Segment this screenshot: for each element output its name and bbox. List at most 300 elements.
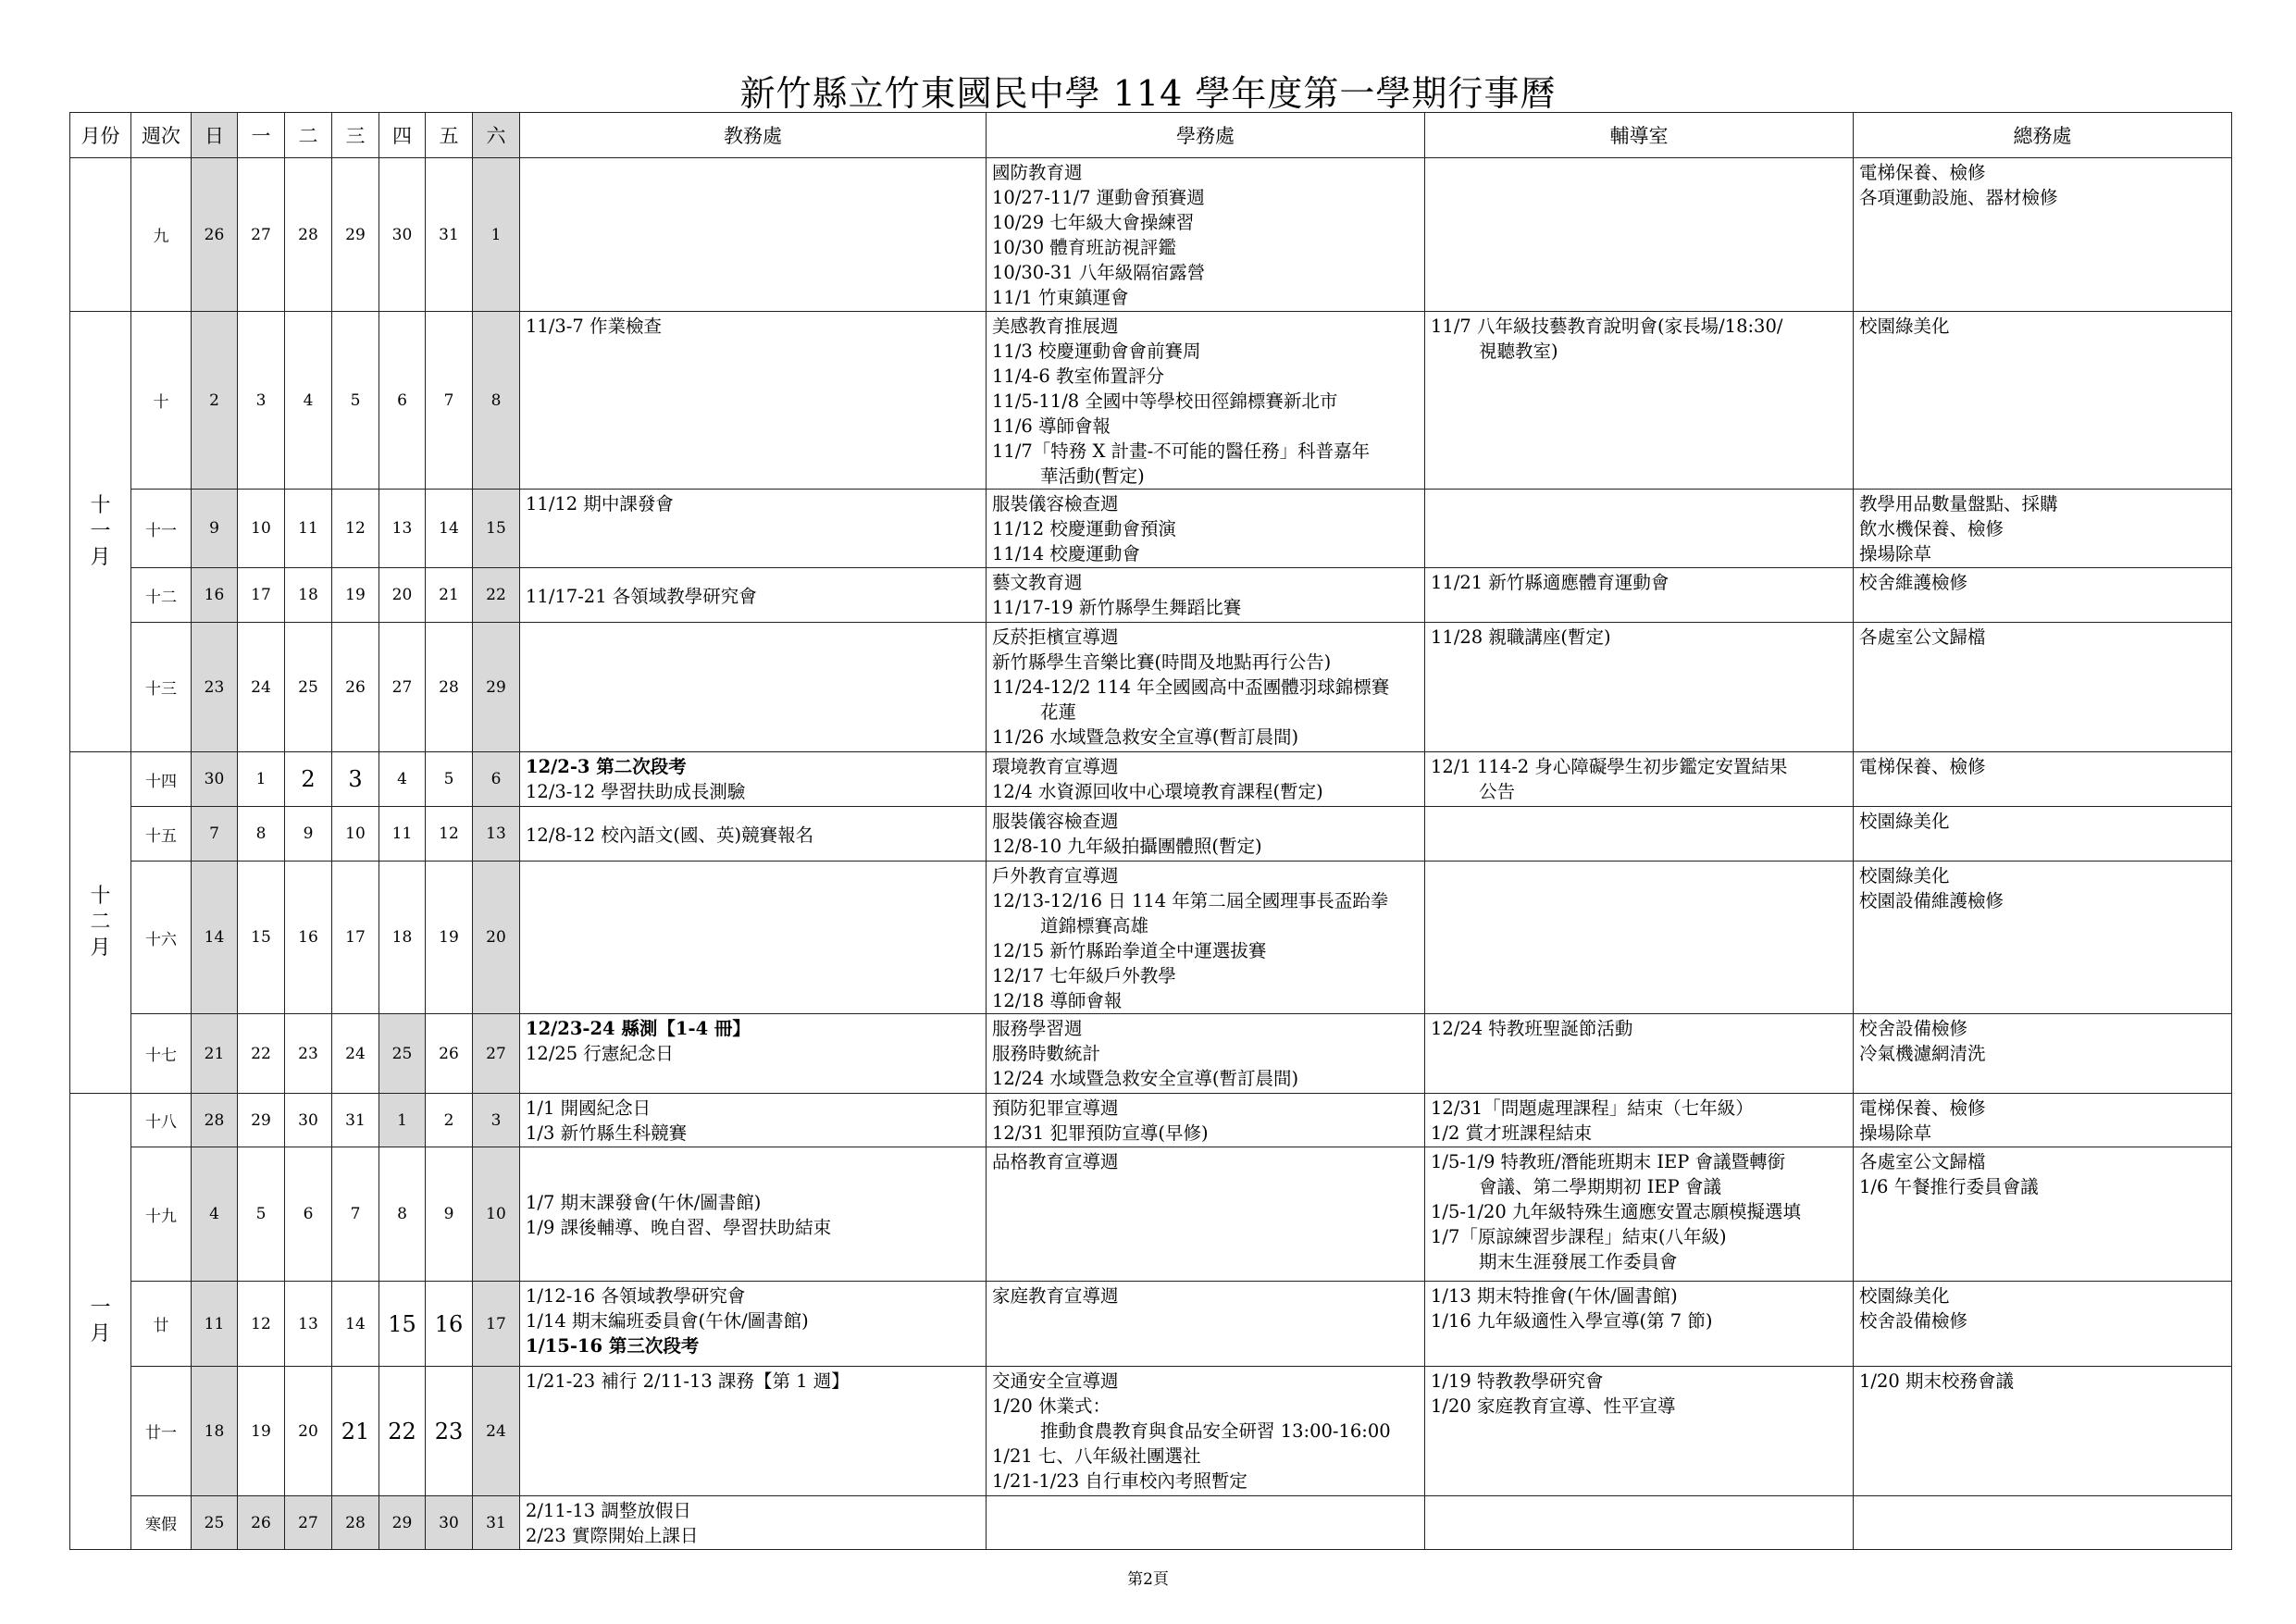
day-cell-sun: 11 [192, 1282, 238, 1367]
week-number: 十二 [131, 568, 192, 623]
week-row [70, 490, 2232, 568]
event-line: 12/4 水資源回收中心環境教育課程(暫定) [992, 781, 1323, 802]
day-cell-mon: 5 [238, 1147, 285, 1282]
day-cell-tue: 6 [285, 1147, 332, 1282]
student-affairs-events [987, 158, 1425, 312]
counseling-events [1425, 862, 1854, 1014]
day-cell-tue: 20 [285, 1367, 332, 1496]
event-line: 12/1 114-2 身心障礙學生初步鑑定安置結果 [1431, 756, 1788, 777]
student-affairs-events [987, 312, 1425, 490]
header-general-affairs: 總務處 [1854, 113, 2232, 158]
day-cell-wed: 12 [332, 490, 379, 568]
day-cell-tue: 18 [285, 568, 332, 623]
day-cell-wed: 29 [332, 158, 379, 312]
day-cell-mon: 27 [238, 158, 285, 312]
day-cell-sat: 17 [473, 1282, 520, 1367]
counseling-events [1425, 1094, 1854, 1147]
general-affairs-events [1854, 1147, 2232, 1282]
event-line: 1/14 期末編班委員會(午休/圖書館) [526, 1310, 809, 1332]
event-line: 1/21-1/23 自行車校內考照暫定 [992, 1470, 1247, 1492]
event-line: 品格教育宣導週 [992, 1151, 1119, 1172]
day-cell-fri: 14 [426, 490, 473, 568]
day-cell-tue: 4 [285, 312, 332, 490]
day-cell-sat: 24 [473, 1367, 520, 1496]
week-number: 十四 [131, 752, 192, 807]
week-row [70, 862, 2232, 1014]
day-cell-sun: 14 [192, 862, 238, 1014]
day-cell-thu: 25 [379, 1014, 426, 1094]
header-academic-office: 教務處 [520, 113, 987, 158]
event-line: 戶外教育宣導週 [992, 865, 1119, 886]
week-number: 十一 [131, 490, 192, 568]
week-row [70, 312, 2232, 490]
header-counseling-office: 輔導室 [1425, 113, 1854, 158]
event-line: 校舍設備檢修 [1859, 1018, 1968, 1039]
event-line: 1/13 期末特推會(午休/圖書館) [1431, 1285, 1678, 1307]
day-cell-sun: 7 [192, 807, 238, 862]
header-day-sat: 六 [473, 113, 520, 158]
student-affairs-events [987, 862, 1425, 1014]
day-cell-mon: 12 [238, 1282, 285, 1367]
general-affairs-events [1854, 312, 2232, 490]
event-line: 12/31 犯罪預防宣導(早修) [992, 1122, 1209, 1144]
day-cell-thu: 8 [379, 1147, 426, 1282]
day-cell-sun: 2 [192, 312, 238, 490]
event-line: 11/6 導師會報 [992, 415, 1111, 437]
general-affairs-events [1854, 1496, 2232, 1550]
event-line: 12/3-12 學習扶助成長測驗 [526, 781, 746, 802]
header-day-mon: 一 [238, 113, 285, 158]
day-cell-wed: 17 [332, 862, 379, 1014]
header-student-affairs: 學務處 [987, 113, 1425, 158]
day-cell-tue: 30 [285, 1094, 332, 1147]
event-line: 12/18 導師會報 [992, 990, 1123, 1011]
counseling-events [1425, 1014, 1854, 1094]
day-cell-sun: 28 [192, 1094, 238, 1147]
day-cell-tue: 23 [285, 1014, 332, 1094]
academic-events [520, 623, 987, 752]
event-line: 12/31「問題處理課程」結束（七年級） [1431, 1097, 1754, 1119]
event-line: 11/7 八年級技藝教育說明會(家長場/18:30/ [1431, 316, 1783, 337]
week-number: 廿一 [131, 1367, 192, 1496]
day-cell-tue: 16 [285, 862, 332, 1014]
week-row [70, 1147, 2232, 1282]
event-line: 飲水機保養、檢修 [1859, 518, 2004, 539]
day-cell-mon: 22 [238, 1014, 285, 1094]
event-line: 1/21 七、八年級社團選社 [992, 1445, 1201, 1467]
event-line: 藝文教育週 [992, 572, 1083, 593]
event-line: 1/1 開國紀念日 [526, 1097, 652, 1119]
event-line: 10/29 七年級大會操練習 [992, 212, 1195, 233]
academic-events [520, 1282, 987, 1367]
day-cell-sat: 20 [473, 862, 520, 1014]
month-cell [70, 312, 131, 752]
event-line: 12/2-3 第二次段考 [526, 756, 687, 777]
day-cell-mon: 24 [238, 623, 285, 752]
event-line: 視聽教室) [1479, 341, 1558, 362]
event-line: 11/12 期中課發會 [526, 493, 674, 514]
event-line: 1/6 午餐推行委員會議 [1859, 1176, 2039, 1197]
day-cell-sun: 16 [192, 568, 238, 623]
event-line: 11/12 校慶運動會預演 [992, 518, 1176, 539]
day-cell-thu: 27 [379, 623, 426, 752]
event-line: 1/20 期末校務會議 [1859, 1370, 2014, 1392]
event-line: 10/27-11/7 運動會預賽週 [992, 187, 1205, 208]
month-label: 一月 [90, 1296, 111, 1345]
student-affairs-events [987, 1496, 1425, 1550]
day-cell-fri: 5 [426, 752, 473, 807]
day-cell-fri: 26 [426, 1014, 473, 1094]
header-day-wed: 三 [332, 113, 379, 158]
event-line: 交通安全宣導週 [992, 1370, 1119, 1392]
day-cell-mon: 15 [238, 862, 285, 1014]
event-line: 1/12-16 各領域教學研究會 [526, 1285, 746, 1307]
academic-events [520, 490, 987, 568]
day-cell-fri: 23 [426, 1367, 473, 1496]
event-line: 2/23 實際開始上課日 [526, 1525, 699, 1546]
day-cell-sat: 3 [473, 1094, 520, 1147]
academic-events [520, 1147, 987, 1282]
day-cell-wed: 14 [332, 1282, 379, 1367]
event-line: 校園綠美化 [1859, 865, 1950, 886]
day-cell-thu: 22 [379, 1367, 426, 1496]
event-line: 1/3 新竹縣生科競賽 [526, 1122, 688, 1144]
day-cell-mon: 1 [238, 752, 285, 807]
event-line: 1/16 九年級適性入學宣導(第 7 節) [1431, 1310, 1713, 1332]
day-cell-fri: 7 [426, 312, 473, 490]
header-week: 週次 [131, 113, 192, 158]
day-cell-tue: 9 [285, 807, 332, 862]
header-day-sun: 日 [192, 113, 238, 158]
event-line: 國防教育週 [992, 162, 1083, 183]
academic-events [520, 1014, 987, 1094]
event-line: 公告 [1479, 781, 1516, 802]
event-line: 11/1 竹東鎮運會 [992, 287, 1129, 308]
event-line: 11/28 親職講座(暫定) [1431, 626, 1611, 648]
event-line: 11/24-12/2 114 年全國國高中盃團體羽球錦標賽 [992, 676, 1390, 698]
event-line: 11/17-19 新竹縣學生舞蹈比賽 [992, 597, 1242, 618]
week-number: 十五 [131, 807, 192, 862]
general-affairs-events [1854, 807, 2232, 862]
academic-events [520, 1094, 987, 1147]
event-line: 12/15 新竹縣跆拳道全中運選拔賽 [992, 940, 1267, 961]
week-number: 十七 [131, 1014, 192, 1094]
event-line: 服務時數統計 [992, 1043, 1101, 1064]
event-line: 教學用品數量盤點、採購 [1859, 493, 2058, 514]
day-cell-fri: 31 [426, 158, 473, 312]
week-row [70, 1094, 2232, 1147]
event-line: 12/25 行憲紀念日 [526, 1043, 674, 1064]
event-line: 1/21-23 補行 2/11-13 課務【第 1 週】 [526, 1370, 850, 1392]
counseling-events [1425, 1147, 1854, 1282]
student-affairs-events [987, 490, 1425, 568]
week-number: 十八 [131, 1094, 192, 1147]
event-line: 校園設備維護檢修 [1859, 890, 2004, 911]
page-number: 第2頁 [1127, 1570, 1169, 1589]
event-line: 1/2 賞才班課程結束 [1431, 1122, 1593, 1144]
academic-events [520, 158, 987, 312]
academic-events [520, 1496, 987, 1550]
general-affairs-events [1854, 1367, 2232, 1496]
event-line: 各處室公文歸檔 [1859, 1151, 1986, 1172]
day-cell-wed: 7 [332, 1147, 379, 1282]
week-row [70, 1496, 2232, 1550]
academic-events [520, 312, 987, 490]
general-affairs-events [1854, 490, 2232, 568]
day-cell-wed: 5 [332, 312, 379, 490]
day-cell-thu: 6 [379, 312, 426, 490]
academic-events [520, 752, 987, 807]
day-cell-wed: 19 [332, 568, 379, 623]
week-number: 十 [131, 312, 192, 490]
day-cell-wed: 28 [332, 1496, 379, 1550]
day-cell-thu: 30 [379, 158, 426, 312]
student-affairs-events [987, 807, 1425, 862]
event-line: 1/15-16 第三次段考 [526, 1335, 700, 1357]
event-line: 電梯保養、檢修 [1859, 756, 1986, 777]
event-line: 11/14 校慶運動會 [992, 543, 1140, 564]
day-cell-fri: 19 [426, 862, 473, 1014]
student-affairs-events [987, 1094, 1425, 1147]
event-line: 服裝儀容檢查週 [992, 811, 1119, 832]
week-number: 十九 [131, 1147, 192, 1282]
month-cell [70, 1094, 131, 1550]
event-line: 12/8-12 校內語文(國、英)競賽報名 [526, 824, 814, 846]
event-line: 11/7「特務 X 計畫-不可能的醫任務」科普嘉年 [992, 440, 1371, 462]
counseling-events [1425, 1367, 1854, 1496]
week-row [70, 1367, 2232, 1496]
month-label: 十一月 [90, 493, 111, 569]
event-line: 冷氣機濾網清洗 [1859, 1043, 1986, 1064]
day-cell-wed: 3 [332, 752, 379, 807]
general-affairs-events [1854, 1282, 2232, 1367]
general-affairs-events [1854, 752, 2232, 807]
event-line: 11/3 校慶運動會會前賽周 [992, 341, 1201, 362]
academic-events [520, 568, 987, 623]
event-line: 操場除草 [1859, 543, 1932, 564]
week-row [70, 807, 2232, 862]
day-cell-thu: 20 [379, 568, 426, 623]
student-affairs-events [987, 623, 1425, 752]
day-cell-sat: 13 [473, 807, 520, 862]
general-affairs-events [1854, 1094, 2232, 1147]
student-affairs-events [987, 568, 1425, 623]
event-line: 10/30 體育班訪視評鑑 [992, 237, 1176, 258]
event-line: 12/24 特教班聖誕節活動 [1431, 1018, 1633, 1039]
event-line: 家庭教育宣導週 [992, 1285, 1119, 1307]
day-cell-sat: 6 [473, 752, 520, 807]
academic-events [520, 1367, 987, 1496]
event-line: 11/26 水域暨急救安全宣導(暫訂晨間) [992, 726, 1299, 748]
week-number: 九 [131, 158, 192, 312]
day-cell-thu: 11 [379, 807, 426, 862]
day-cell-sun: 9 [192, 490, 238, 568]
counseling-events [1425, 752, 1854, 807]
day-cell-mon: 29 [238, 1094, 285, 1147]
day-cell-thu: 18 [379, 862, 426, 1014]
event-line: 12/23-24 縣測【1-4 冊】 [526, 1018, 751, 1039]
event-line: 11/3-7 作業檢查 [526, 316, 662, 337]
day-cell-thu: 15 [379, 1282, 426, 1367]
counseling-events [1425, 312, 1854, 490]
header-day-tue: 二 [285, 113, 332, 158]
event-line: 期末生涯發展工作委員會 [1479, 1251, 1678, 1272]
event-line: 校園綠美化 [1859, 811, 1950, 832]
event-line: 10/30-31 八年級隔宿露營 [992, 262, 1206, 283]
month-label: 十二月 [90, 885, 111, 960]
event-line: 1/20 家庭教育宣導、性平宣導 [1431, 1395, 1676, 1417]
week-row [70, 158, 2232, 312]
header-month: 月份 [70, 113, 131, 158]
event-line: 1/5-1/20 九年級特殊生適應安置志願模擬選填 [1431, 1201, 1801, 1222]
student-affairs-events [987, 752, 1425, 807]
counseling-events [1425, 807, 1854, 862]
counseling-events [1425, 1282, 1854, 1367]
student-affairs-events [987, 1147, 1425, 1282]
event-line: 12/24 水域暨急救安全宣導(暫訂晨間) [992, 1068, 1299, 1089]
day-cell-sun: 30 [192, 752, 238, 807]
week-row [70, 623, 2232, 752]
day-cell-wed: 10 [332, 807, 379, 862]
school-calendar-table [69, 112, 2232, 1550]
student-affairs-events [987, 1367, 1425, 1496]
header-day-fri: 五 [426, 113, 473, 158]
day-cell-mon: 17 [238, 568, 285, 623]
event-line: 推動食農教育與食品安全研習 13:00-16:00 [1040, 1420, 1391, 1442]
week-number: 廿 [131, 1282, 192, 1367]
month-cell [70, 158, 131, 312]
day-cell-thu: 4 [379, 752, 426, 807]
day-cell-sat: 1 [473, 158, 520, 312]
general-affairs-events [1854, 862, 2232, 1014]
event-line: 11/4-6 教室佈置評分 [992, 366, 1164, 387]
academic-events [520, 807, 987, 862]
event-line: 11/17-21 各領域教學研究會 [526, 585, 757, 607]
week-number: 寒假 [131, 1496, 192, 1550]
academic-events [520, 862, 987, 1014]
event-line: 12/8-10 九年級拍攝團體照(暫定) [992, 836, 1262, 857]
event-line: 服務學習週 [992, 1018, 1083, 1039]
day-cell-mon: 19 [238, 1367, 285, 1496]
event-line: 1/9 課後輔導、晚自習、學習扶助結束 [526, 1217, 832, 1238]
counseling-events [1425, 158, 1854, 312]
event-line: 美感教育推展週 [992, 316, 1119, 337]
header-day-thu: 四 [379, 113, 426, 158]
day-cell-tue: 25 [285, 623, 332, 752]
day-cell-fri: 16 [426, 1282, 473, 1367]
event-line: 校舍維護檢修 [1859, 572, 1968, 593]
day-cell-sun: 4 [192, 1147, 238, 1282]
day-cell-mon: 3 [238, 312, 285, 490]
day-cell-mon: 10 [238, 490, 285, 568]
header-row [70, 113, 2232, 158]
general-affairs-events [1854, 623, 2232, 752]
day-cell-sat: 29 [473, 623, 520, 752]
event-line: 2/11-13 調整放假日 [526, 1500, 691, 1521]
event-line: 校園綠美化 [1859, 1285, 1950, 1307]
day-cell-sat: 15 [473, 490, 520, 568]
day-cell-sat: 22 [473, 568, 520, 623]
week-row [70, 1282, 2232, 1367]
day-cell-sat: 27 [473, 1014, 520, 1094]
general-affairs-events [1854, 158, 2232, 312]
counseling-events [1425, 490, 1854, 568]
counseling-events [1425, 623, 1854, 752]
event-line: 11/5-11/8 全國中等學校田徑錦標賽新北市 [992, 391, 1338, 412]
week-number: 十三 [131, 623, 192, 752]
day-cell-mon: 26 [238, 1496, 285, 1550]
event-line: 電梯保養、檢修 [1859, 1097, 1986, 1119]
page-title: 新竹縣立竹東國民中學 114 學年度第一學期行事曆 [739, 73, 1557, 114]
counseling-events [1425, 1496, 1854, 1550]
day-cell-wed: 31 [332, 1094, 379, 1147]
day-cell-sat: 10 [473, 1147, 520, 1282]
student-affairs-events [987, 1014, 1425, 1094]
event-line: 環境教育宣導週 [992, 756, 1119, 777]
day-cell-thu: 29 [379, 1496, 426, 1550]
day-cell-sun: 26 [192, 158, 238, 312]
day-cell-tue: 28 [285, 158, 332, 312]
day-cell-sat: 31 [473, 1496, 520, 1550]
event-line: 12/17 七年級戶外教學 [992, 965, 1176, 986]
day-cell-fri: 2 [426, 1094, 473, 1147]
event-line: 11/21 新竹縣適應體育運動會 [1431, 572, 1669, 593]
day-cell-wed: 26 [332, 623, 379, 752]
event-line: 校園綠美化 [1859, 316, 1950, 337]
event-line: 預防犯罪宣導週 [992, 1097, 1119, 1119]
day-cell-sun: 25 [192, 1496, 238, 1550]
event-line: 道錦標賽高雄 [1040, 915, 1149, 936]
student-affairs-events [987, 1282, 1425, 1367]
event-line: 新竹縣學生音樂比賽(時間及地點再行公告) [992, 651, 1332, 673]
event-line: 會議、第二學期期初 IEP 會議 [1479, 1176, 1721, 1197]
event-line: 1/7 期末課發會(午休/圖書館) [526, 1192, 762, 1213]
day-cell-fri: 12 [426, 807, 473, 862]
month-cell [70, 752, 131, 1094]
day-cell-sun: 23 [192, 623, 238, 752]
counseling-events [1425, 568, 1854, 623]
event-line: 各項運動設施、器材檢修 [1859, 187, 2058, 208]
event-line: 12/13-12/16 日 114 年第二屆全國理事長盃跆拳 [992, 890, 1389, 911]
day-cell-thu: 13 [379, 490, 426, 568]
day-cell-tue: 11 [285, 490, 332, 568]
day-cell-tue: 13 [285, 1282, 332, 1367]
day-cell-sun: 18 [192, 1367, 238, 1496]
week-row [70, 568, 2232, 623]
day-cell-tue: 27 [285, 1496, 332, 1550]
event-line: 1/7「原諒練習步課程」結束(八年級) [1431, 1226, 1727, 1247]
event-line: 1/20 休業式： [992, 1395, 1111, 1417]
week-number: 十六 [131, 862, 192, 1014]
day-cell-wed: 21 [332, 1367, 379, 1496]
general-affairs-events [1854, 1014, 2232, 1094]
event-line: 電梯保養、檢修 [1859, 162, 1986, 183]
day-cell-sun: 21 [192, 1014, 238, 1094]
event-line: 操場除草 [1859, 1122, 1932, 1144]
event-line: 華活動(暫定) [1040, 465, 1145, 487]
day-cell-wed: 24 [332, 1014, 379, 1094]
event-line: 校舍設備檢修 [1859, 1310, 1968, 1332]
day-cell-sat: 8 [473, 312, 520, 490]
event-line: 服裝儀容檢查週 [992, 493, 1119, 514]
event-line: 1/19 特教教學研究會 [1431, 1370, 1604, 1392]
day-cell-tue: 2 [285, 752, 332, 807]
day-cell-mon: 8 [238, 807, 285, 862]
event-line: 反菸拒檳宣導週 [992, 626, 1119, 648]
week-row [70, 752, 2232, 807]
event-line: 花蓮 [1040, 701, 1077, 723]
event-line: 各處室公文歸檔 [1859, 626, 1986, 648]
